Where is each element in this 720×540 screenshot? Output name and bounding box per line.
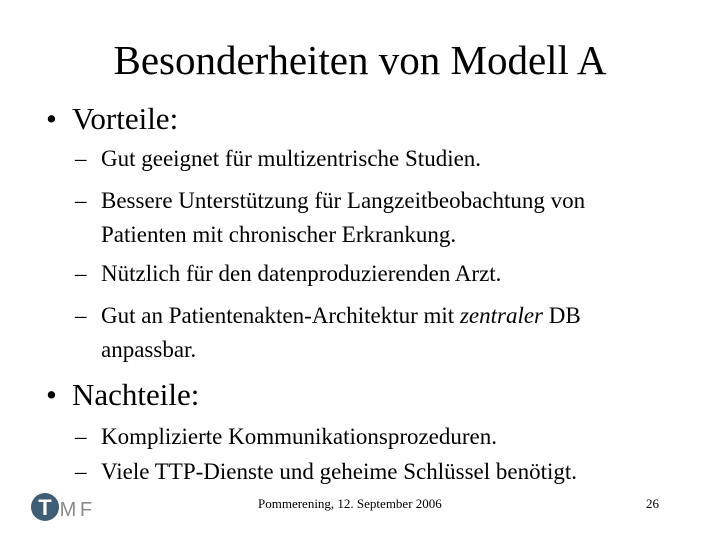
section-heading-nachteile: Nachteile: [72,377,200,412]
footer-page-number: 26 [646,496,659,511]
dash-bullet-icon: – [75,303,87,328]
list-item-text: Bessere Unterstützung für Langzeitbeobachtung von [101,188,586,213]
dash-bullet-icon: – [75,146,87,171]
section-heading-vorteile: Vorteile: [72,101,179,136]
logo-letter-m: M [59,499,77,521]
text-run: DB [543,303,581,328]
dash-bullet-icon: – [75,188,87,213]
list-item-text: Nützlich für den datenproduzierenden Arzt. [101,261,502,286]
logo-letter-t: T [38,495,52,520]
slide-title: Besonderheiten von Modell A [113,37,607,83]
footer-author-date: Pommerening, 12. September 2006 [258,496,442,511]
dash-bullet-icon: – [75,261,87,286]
list-item-text: Komplizierte Kommunikationsprozeduren. [101,424,498,449]
list-item-text: Patienten mit chronischer Erkrankung. [101,222,457,247]
list-item-text: Viele TTP-Dienste und geheime Schlüssel benötigt. [101,459,577,484]
dash-bullet-icon: – [75,424,87,449]
tmf-logo [28,488,96,526]
bullet-point-icon: • [46,377,57,412]
list-item-text [101,300,581,332]
bullet-point-icon: • [46,101,57,136]
list-item-text: anpassbar. [101,337,197,362]
list-item-text: Gut geeignet für multizentrische Studien. [101,146,482,171]
emphasis-text: zentraler [459,303,544,328]
text-run: Gut an Patientenakten-Architektur mit [101,303,460,328]
dash-bullet-icon: – [75,459,87,484]
logo-letter-f: F [79,499,93,521]
